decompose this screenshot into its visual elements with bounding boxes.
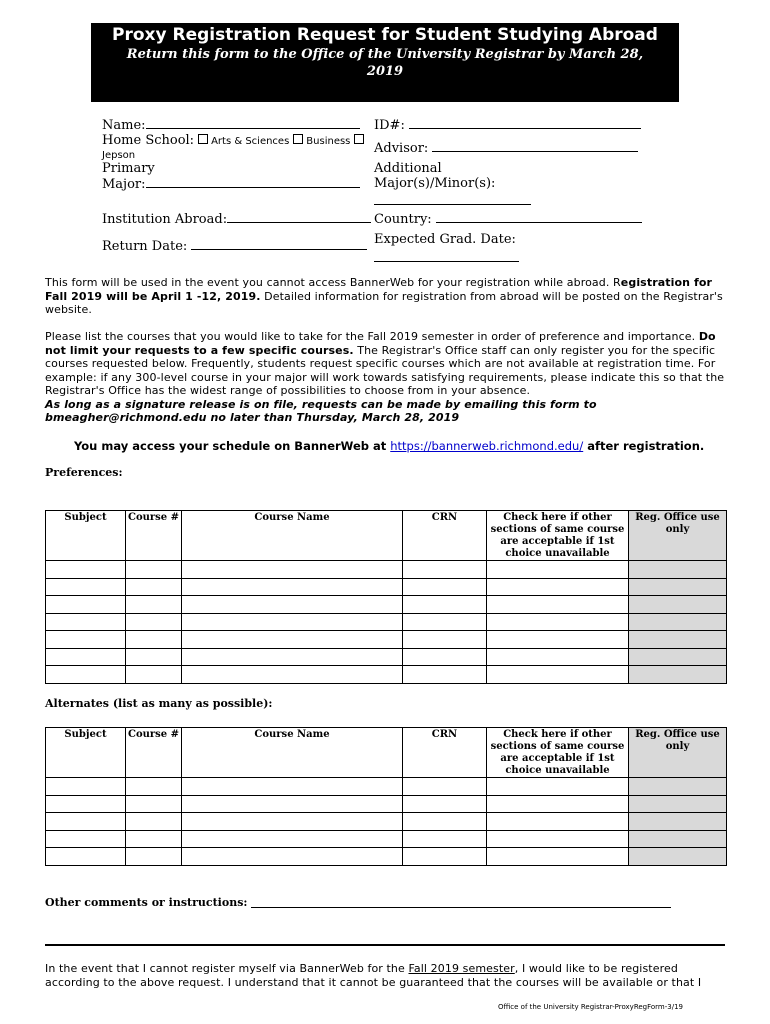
table-header-row [46, 728, 727, 778]
table-cell[interactable] [403, 795, 487, 813]
table-cell[interactable] [403, 848, 487, 866]
footer-text: Office of the University Registrar-ProxyRegForm-3/19 [498, 1003, 683, 1011]
table-row [46, 631, 727, 649]
table-cell[interactable] [182, 613, 403, 631]
office-cell [629, 848, 727, 866]
table-cell[interactable] [487, 848, 629, 866]
instructions-paragraph [45, 330, 725, 425]
alternates-label: Alternates (list as many as possible): [45, 697, 273, 710]
arts-label: Arts & Sciences [211, 136, 290, 147]
course-name-header: Course Name [182, 511, 403, 561]
table-cell[interactable] [126, 561, 182, 579]
home-school-label: Home School: [102, 133, 195, 148]
table-cell[interactable] [126, 795, 182, 813]
table-cell[interactable] [46, 596, 126, 614]
primary-label-1: Primary [102, 161, 155, 176]
table-cell[interactable] [126, 596, 182, 614]
table-cell[interactable] [403, 631, 487, 649]
table-cell[interactable] [46, 813, 126, 831]
office-cell [629, 666, 727, 684]
table-cell[interactable] [487, 561, 629, 579]
table-row [46, 795, 727, 813]
table-cell[interactable] [182, 778, 403, 796]
grad-date-label: Expected Grad. Date: [374, 232, 516, 247]
table-cell[interactable] [487, 813, 629, 831]
home-school-field [102, 133, 367, 148]
form-title: Proxy Registration Request for Student Studying Abroad [112, 25, 658, 45]
table-row [46, 830, 727, 848]
table-cell[interactable] [487, 778, 629, 796]
instructions-rest: The Registrar's Office staff can only register you for the specific courses requested below. Frequently, students request specific courses which are not available at registration time. For example: if any 300-level course in your major will work towards satisfying requirements, please indicate this so that the Registrar's Office has the widest range of possibilities to choose from in your absence. [45, 343, 725, 397]
comments-line[interactable] [251, 896, 671, 908]
name-line[interactable] [146, 117, 360, 129]
bannerweb-link[interactable]: https://bannerweb.richmond.edu/ [390, 439, 584, 453]
id-label: ID#: [374, 118, 405, 133]
table-cell[interactable] [46, 830, 126, 848]
table-cell[interactable] [403, 648, 487, 666]
office-cell [629, 830, 727, 848]
additional-line[interactable] [374, 193, 531, 205]
crn-header: CRN [403, 728, 487, 778]
office-cell [629, 613, 727, 631]
additional-label-1: Additional [374, 161, 442, 176]
intro-text: This form will be used in the event you cannot access BannerWeb for your registration while abroad. R [45, 276, 621, 289]
table-cell[interactable] [182, 596, 403, 614]
table-cell[interactable] [46, 778, 126, 796]
table-cell[interactable] [403, 830, 487, 848]
country-field[interactable] [374, 211, 642, 227]
table-cell[interactable] [487, 795, 629, 813]
table-row [46, 613, 727, 631]
course-num-header: Course # [126, 728, 182, 778]
table-cell[interactable] [403, 561, 487, 579]
advisor-label: Advisor: [374, 141, 429, 156]
access-after: after registration. [583, 439, 705, 453]
table-header-row [46, 511, 727, 561]
business-label: Business [306, 136, 351, 147]
country-line[interactable] [436, 211, 642, 223]
closing-before: In the event that I cannot register myself via BannerWeb for the [45, 962, 409, 975]
table-cell[interactable] [126, 648, 182, 666]
advisor-line[interactable] [432, 140, 638, 152]
grad-date-line[interactable] [374, 250, 519, 262]
table-cell[interactable] [46, 848, 126, 866]
course-num-header: Course # [126, 511, 182, 561]
table-cell[interactable] [126, 778, 182, 796]
instructions-line1: Please list the courses that you would like to take for the Fall 2019 semester in order of preference and importance. [45, 330, 696, 343]
name-label: Name: [102, 118, 146, 133]
check-header: Check here if other sections of same course are acceptable if 1st choice unavailable [487, 511, 629, 561]
institution-label: Institution Abroad: [102, 212, 228, 227]
id-field[interactable] [374, 117, 641, 133]
table-cell[interactable] [182, 561, 403, 579]
course-name-header: Course Name [182, 728, 403, 778]
access-line [74, 439, 704, 453]
table-cell[interactable] [46, 561, 126, 579]
institution-field[interactable] [102, 211, 371, 227]
table-cell[interactable] [182, 578, 403, 596]
major-line[interactable] [146, 176, 360, 188]
additional-field[interactable] [374, 193, 531, 209]
table-cell[interactable] [126, 631, 182, 649]
office-header: Reg. Office use only [629, 511, 727, 561]
return-date-label: Return Date: [102, 239, 188, 254]
country-label: Country: [374, 212, 432, 227]
table-cell[interactable] [126, 830, 182, 848]
office-cell [629, 596, 727, 614]
table-cell[interactable] [46, 648, 126, 666]
return-date-line[interactable] [191, 238, 367, 250]
table-cell[interactable] [126, 578, 182, 596]
subject-header: Subject [46, 511, 126, 561]
access-before: You may access your schedule on BannerWeb at [74, 439, 391, 453]
instructions-bold: Do not limit your requests to a few specific courses. [45, 330, 716, 357]
office-cell [629, 795, 727, 813]
office-cell [629, 648, 727, 666]
table-row [46, 813, 727, 831]
jepson-label: Jepson [102, 150, 136, 161]
table-row [46, 648, 727, 666]
office-cell [629, 813, 727, 831]
table-cell[interactable] [126, 813, 182, 831]
table-cell[interactable] [487, 666, 629, 684]
table-row [46, 578, 727, 596]
table-cell[interactable] [487, 613, 629, 631]
closing-semester: Fall 2019 semester [408, 962, 515, 975]
table-cell[interactable] [182, 813, 403, 831]
institution-line[interactable] [227, 211, 371, 223]
alternates-table [45, 727, 727, 866]
table-cell[interactable] [487, 830, 629, 848]
table-cell[interactable] [487, 648, 629, 666]
additional-label-2: Major(s)/Minor(s): [374, 176, 496, 191]
preferences-label: Preferences: [45, 466, 123, 479]
table-cell[interactable] [403, 813, 487, 831]
table-row [46, 596, 727, 614]
table-cell[interactable] [182, 631, 403, 649]
office-header: Reg. Office use only [629, 728, 727, 778]
preferences-table [45, 510, 727, 684]
intro-paragraph [45, 276, 725, 317]
signature-note: As long as a signature release is on file, requests can be made by emailing this form to bmeagher@richmond.edu no later than Thursday, March 28, 2019 [45, 397, 597, 424]
closing-after: , I would like to be registered according to the above request. I understand that it cannot be guaranteed that the courses will be available or that I [45, 962, 702, 989]
table-cell[interactable] [46, 578, 126, 596]
closing-paragraph [45, 962, 725, 989]
table-cell[interactable] [403, 666, 487, 684]
table-row [46, 666, 727, 684]
table-cell[interactable] [403, 578, 487, 596]
name-field[interactable] [102, 117, 360, 133]
table-cell[interactable] [403, 613, 487, 631]
table-cell[interactable] [46, 631, 126, 649]
table-cell[interactable] [126, 848, 182, 866]
table-row [46, 561, 727, 579]
table-cell[interactable] [126, 613, 182, 631]
subject-header: Subject [46, 728, 126, 778]
intro-bold: egistration for Fall 2019 will be April 1 -12, 2019. [45, 276, 713, 303]
table-cell[interactable] [487, 578, 629, 596]
major-field[interactable] [102, 176, 360, 192]
comments-field[interactable] [45, 896, 671, 909]
crn-header: CRN [403, 511, 487, 561]
table-cell[interactable] [182, 795, 403, 813]
major-label: Major: [102, 177, 146, 192]
check-header: Check here if other sections of same course are acceptable if 1st choice unavailable [487, 728, 629, 778]
jepson-checkbox[interactable] [354, 134, 364, 144]
form-subtitle: Return this form to the Office of the University Registrar by March 28, 2019 [126, 47, 644, 79]
table-cell[interactable] [487, 596, 629, 614]
office-cell [629, 578, 727, 596]
form-header [91, 23, 679, 102]
divider [45, 944, 725, 946]
comments-label: Other comments or instructions: [45, 896, 248, 909]
id-line[interactable] [409, 117, 641, 129]
table-cell[interactable] [46, 666, 126, 684]
office-cell [629, 631, 727, 649]
table-cell[interactable] [182, 848, 403, 866]
table-cell[interactable] [126, 666, 182, 684]
intro-rest: Detailed information for registration from abroad will be posted on the Registrar's website. [45, 289, 723, 316]
table-row [46, 848, 727, 866]
office-cell [629, 778, 727, 796]
table-cell[interactable] [182, 830, 403, 848]
table-cell[interactable] [182, 648, 403, 666]
table-cell[interactable] [46, 795, 126, 813]
table-cell[interactable] [403, 596, 487, 614]
table-cell[interactable] [487, 631, 629, 649]
business-checkbox[interactable] [293, 134, 303, 144]
grad-date-field[interactable] [374, 250, 519, 266]
office-cell [629, 561, 727, 579]
table-cell[interactable] [403, 778, 487, 796]
table-cell[interactable] [46, 613, 126, 631]
arts-checkbox[interactable] [198, 134, 208, 144]
table-cell[interactable] [182, 666, 403, 684]
return-date-field[interactable] [102, 238, 367, 254]
table-row [46, 778, 727, 796]
advisor-field[interactable] [374, 140, 638, 156]
